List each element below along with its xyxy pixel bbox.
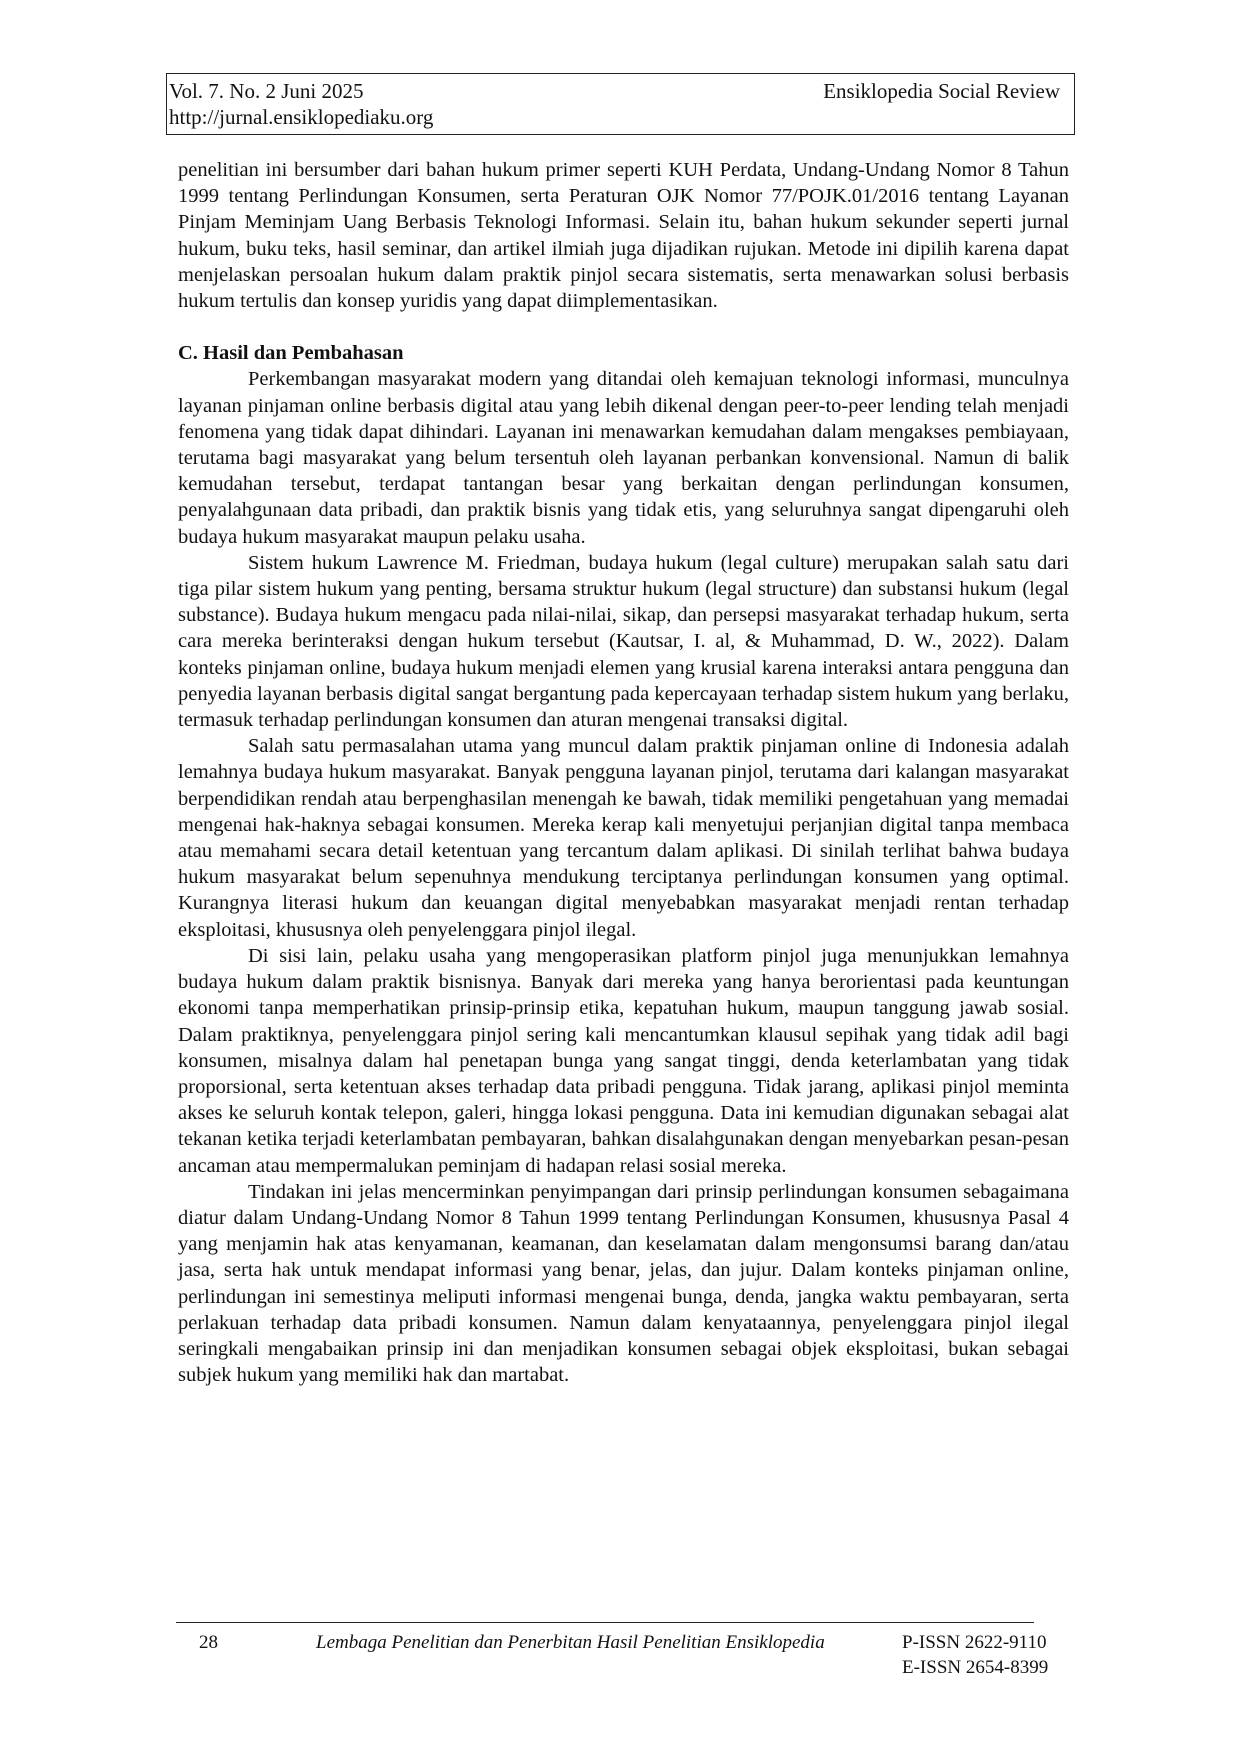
section-heading: C. Hasil dan Pembahasan [178, 342, 404, 365]
page-body [178, 157, 1069, 1388]
body-paragraph-4: Di sisi lain, pelaku usaha yang mengoperasikan platform pinjol juga menunjukkan lemahnya budaya hukum dalam praktik bisnisnya. Banyak dari mereka yang hanya berorientasi pada keuntungan ekonomi tanpa memperhatikan prinsip-prinsip etika, kepatuhan hukum, maupun tanggung jawab sosial. Dalam praktiknya, penyelenggara pinjol sering kali mencantumkan klausul sepihak yang tidak adil bagi konsumen, misalnya dalam hal penetapan bunga yang sangat tinggi, denda keterlambatan yang tidak proporsional, serta ketentuan akses terhadap data pribadi pengguna. Tidak jarang, aplikasi pinjol meminta akses ke seluruh kontak telepon, galeri, hingga lokasi pengguna. Data ini kemudian digunakan sebagai alat tekanan ketika terjadi keterlambatan pembayaran, bahkan disalahgunakan dengan menyebarkan pesan-pesan ancaman atau mempermalukan peminjam di hadapan relasi sosial mereka. [178, 944, 1069, 1177]
journal-name: Ensiklopedia Social Review [823, 79, 1060, 103]
running-header [166, 73, 1075, 135]
body-paragraph-5: Tindakan ini jelas mencerminkan penyimpangan dari prinsip perlindungan konsumen sebagaimana diatur dalam Undang-Undang Nomor 8 Tahun 1999 tentang Perlindungan Konsumen, khususnya Pasal 4 yang menjamin hak atas kenyamanan, keamanan, dan keselamatan dalam mengonsumsi barang dan/atau jasa, serta hak untuk mendapat informasi yang benar, jelas, dan jujur. Dalam konteks pinjaman online, perlindungan ini semestinya meliputi informasi mengenai bunga, denda, jangka waktu pembayaran, serta perlakuan terhadap data pribadi konsumen. Namun dalam kenyataannya, penyelenggara pinjol ilegal seringkali mengabaikan prinsip ini dan menjadikan konsumen sebagai objek eksploitasi, bukan sebagai subjek hukum yang memiliki hak dan martabat. [178, 1180, 1069, 1387]
p-issn: P-ISSN 2622-9110 [902, 1632, 1047, 1653]
issn-block [902, 1630, 1048, 1680]
page-number: 28 [199, 1632, 218, 1653]
publisher-name: Lembaga Penelitian dan Penerbitan Hasil Penelitian Ensiklopedia [316, 1632, 825, 1653]
intro-paragraph: penelitian ini bersumber dari bahan hukum primer seperti KUH Perdata, Undang-Undang Nomor 8 Tahun 1999 tentang Perlindungan Konsumen, serta Peraturan OJK Nomor 77/POJK.01/2016 tentang Layanan Pinjam Meminjam Uang Berbasis Teknologi Informasi. Selain itu, bahan hukum sekunder seperti jurnal hukum, buku teks, hasil seminar, dan artikel ilmiah juga dijadikan rujukan. Metode ini dipilih karena dapat menjelaskan persoalan hukum dalam praktik pinjol secara sistematis, serta menawarkan solusi berbasis hukum tertulis dan konsep yuridis yang dapat diimplementasikan. [178, 159, 1069, 313]
footer-divider [176, 1622, 1034, 1623]
body-paragraph-2: Sistem hukum Lawrence M. Friedman, budaya hukum (legal culture) merupakan salah satu dari tiga pilar sistem hukum yang penting, bersama struktur hukum (legal structure) dan substansi hukum (legal substance). Budaya hukum mengacu pada nilai-nilai, sikap, dan persepsi masyarakat terhadap hukum, serta cara mereka berinteraksi dengan hukum tersebut (Kautsar, I. al, & Muhammad, D. W., 2022). Dalam konteks pinjaman online, budaya hukum menjadi elemen yang krusial karena interaksi antara pengguna dan penyedia layanan berbasis digital sangat bergantung pada kepercayaan terhadap sistem hukum yang berlaku, termasuk terhadap perlindungan konsumen dan aturan mengenai transaksi digital. [178, 551, 1069, 732]
header-top-row [167, 78, 1074, 104]
e-issn: E-ISSN 2654-8399 [902, 1657, 1049, 1678]
volume-info: Vol. 7. No. 2 Juni 2025 [169, 79, 364, 103]
journal-url: http://jurnal.ensiklopediaku.org [169, 105, 434, 129]
body-paragraph-1: Perkembangan masyarakat modern yang ditandai oleh kemajuan teknologi informasi, munculnya layanan pinjaman online berbasis digital atau yang lebih dikenal dengan peer-to-peer lending telah menjadi fenomena yang tidak dapat dihindari. Layanan ini menawarkan kemudahan dalam mengakses pembiayaan, terutama bagi masyarakat yang belum tersentuh oleh layanan perbankan konvensional. Namun di balik kemudahan tersebut, terdapat tantangan besar yang berkaitan dengan perlindungan konsumen, penyalahgunaan data pribadi, dan praktik bisnis yang tidak etis, yang seluruhnya sangat dipengaruhi oleh budaya hukum masyarakat maupun pelaku usaha. [178, 368, 1069, 548]
body-paragraph-3: Salah satu permasalahan utama yang muncul dalam praktik pinjaman online di Indonesia adalah lemahnya budaya hukum masyarakat. Banyak pengguna layanan pinjol, terutama dari kalangan masyarakat berpendidikan rendah atau berpenghasilan menengah ke bawah, tidak memiliki pengetahuan yang memadai mengenai hak-haknya sebagai konsumen. Mereka kerap kali menyetujui perjanjian digital tanpa membaca atau memahami secara detail ketentuan yang tercantum dalam aplikasi. Di sinilah terlihat bahwa budaya hukum masyarakat belum sepenuhnya mendukung terciptanya perlindungan konsumen yang optimal. Kurangnya literasi hukum dan keuangan digital menyebabkan masyarakat menjadi rentan terhadap eksploitasi, khususnya oleh penyelenggara pinjol ilegal. [178, 735, 1069, 941]
